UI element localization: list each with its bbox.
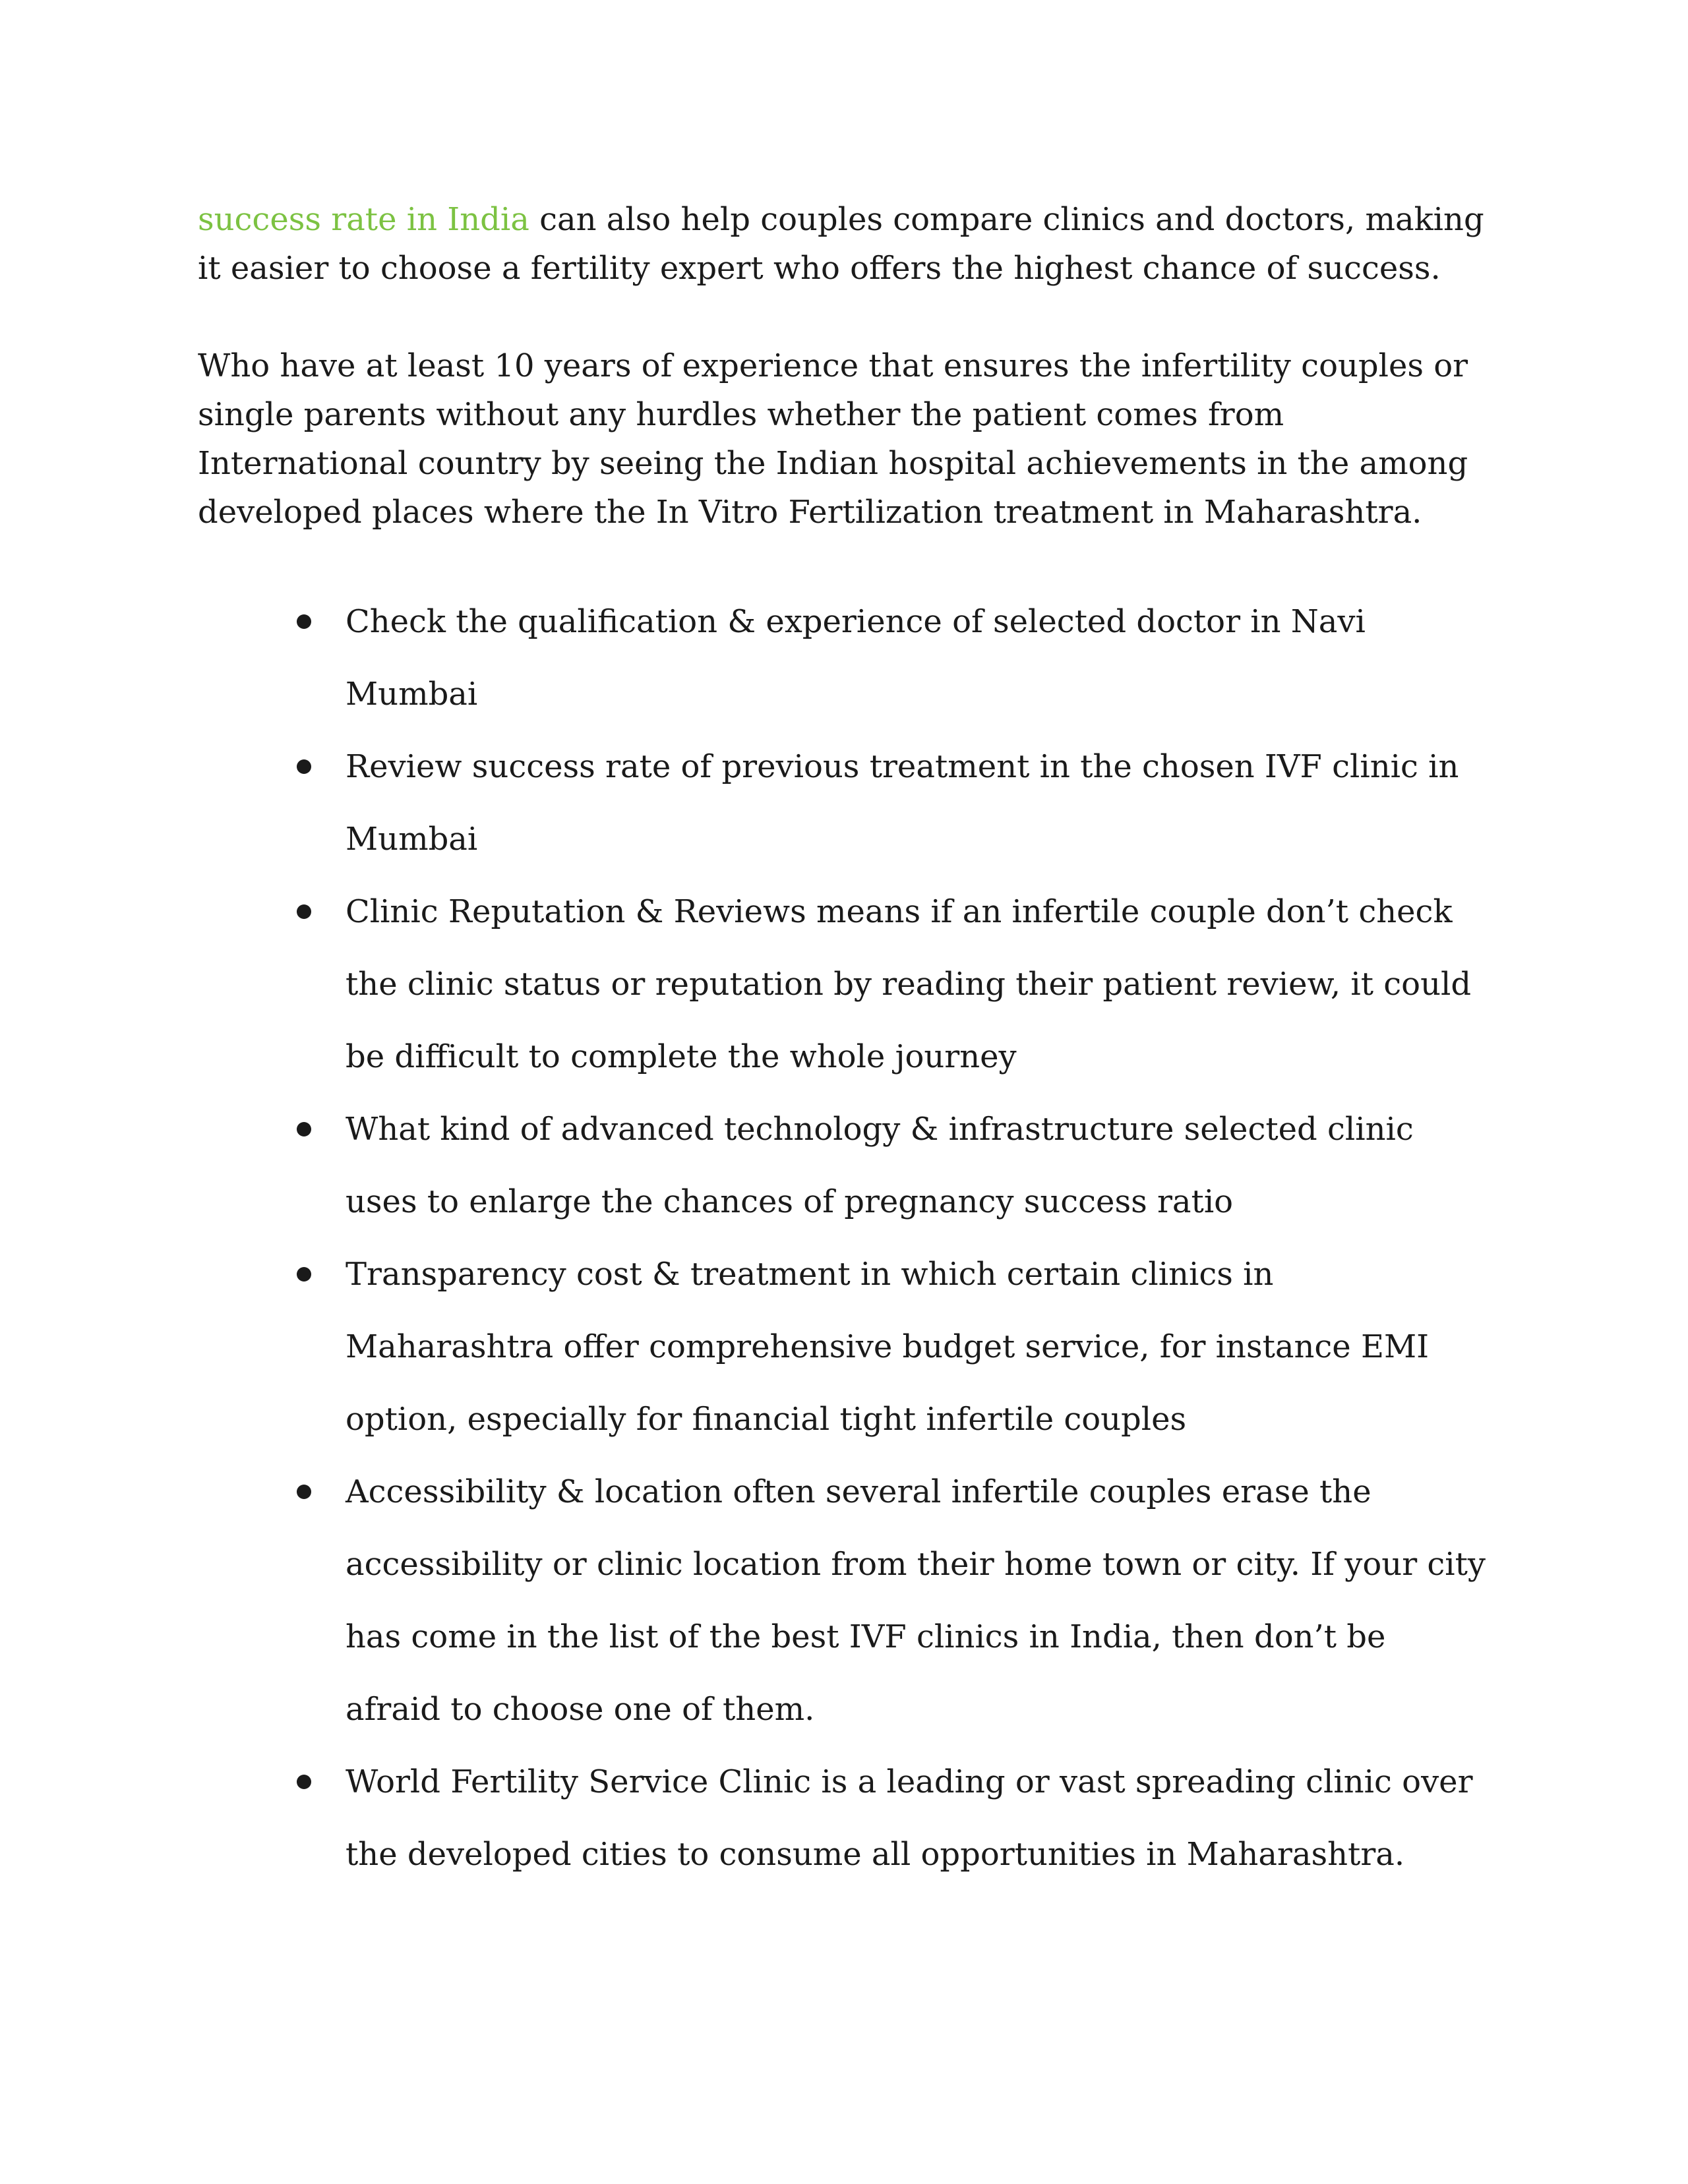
bullet-icon: [297, 614, 311, 629]
list-item-text: Clinic Reputation & Reviews means if an infertile couple don’t check the clinic status or reputation by reading their patient review, it could be difficult to complete the whole journey: [346, 893, 1472, 1075]
bullet-icon: [297, 759, 311, 774]
list-item-text: Review success rate of previous treatment in the chosen IVF clinic in Mumbai: [346, 748, 1459, 858]
intro-paragraph-text: can also help couples compare clinics and doctors, making it easier to choose a fertility expert who offers the highest chance of success.: [198, 201, 1484, 287]
bullet-icon: [297, 1267, 311, 1282]
list-item-text: Transparency cost & treatment in which certain clinics in Maharashtra offer comprehensive budget service, for instance EMI option, especially for financial tight infertile couples: [346, 1256, 1430, 1438]
experience-paragraph: Who have at least 10 years of experience that ensures the infertility couples or single parents without any hurdles whether the patient comes from International country by seeing the Indian hospital achievements in the among developed places where the In Vitro Fertilization treatment in Maharashtra.: [198, 347, 1468, 531]
list-item-text: World Fertility Service Clinic is a leading or vast spreading clinic over the developed cities to consume all opportunities in Maharashtra.: [346, 1763, 1473, 1873]
list-item: [198, 585, 1490, 730]
bullet-icon: [297, 1775, 311, 1789]
success-rate-link[interactable]: success rate in India: [198, 201, 529, 238]
bullet-icon: [297, 1122, 311, 1136]
list-item: [198, 1238, 1490, 1456]
list-item-text: Check the qualification & experience of selected doctor in Navi Mumbai: [346, 603, 1366, 713]
list-item: [198, 1456, 1490, 1746]
bullet-icon: [297, 904, 311, 919]
checklist: [198, 585, 1490, 1891]
document-body: [198, 195, 1490, 1891]
list-item-text: What kind of advanced technology & infrastructure selected clinic uses to enlarge the chances of pregnancy success ratio: [346, 1111, 1414, 1220]
list-item-text: Accessibility & location often several infertile couples erase the accessibility or clinic location from their home town or city. If your city has come in the list of the best IVF clinics in India, then don’t be afraid to choose one of them.: [346, 1473, 1486, 1728]
list-item: [198, 875, 1490, 1093]
intro-paragraph: [198, 195, 1490, 293]
list-item: [198, 1093, 1490, 1238]
list-item: [198, 1746, 1490, 1891]
list-item: [198, 730, 1490, 875]
bullet-icon: [297, 1485, 311, 1499]
